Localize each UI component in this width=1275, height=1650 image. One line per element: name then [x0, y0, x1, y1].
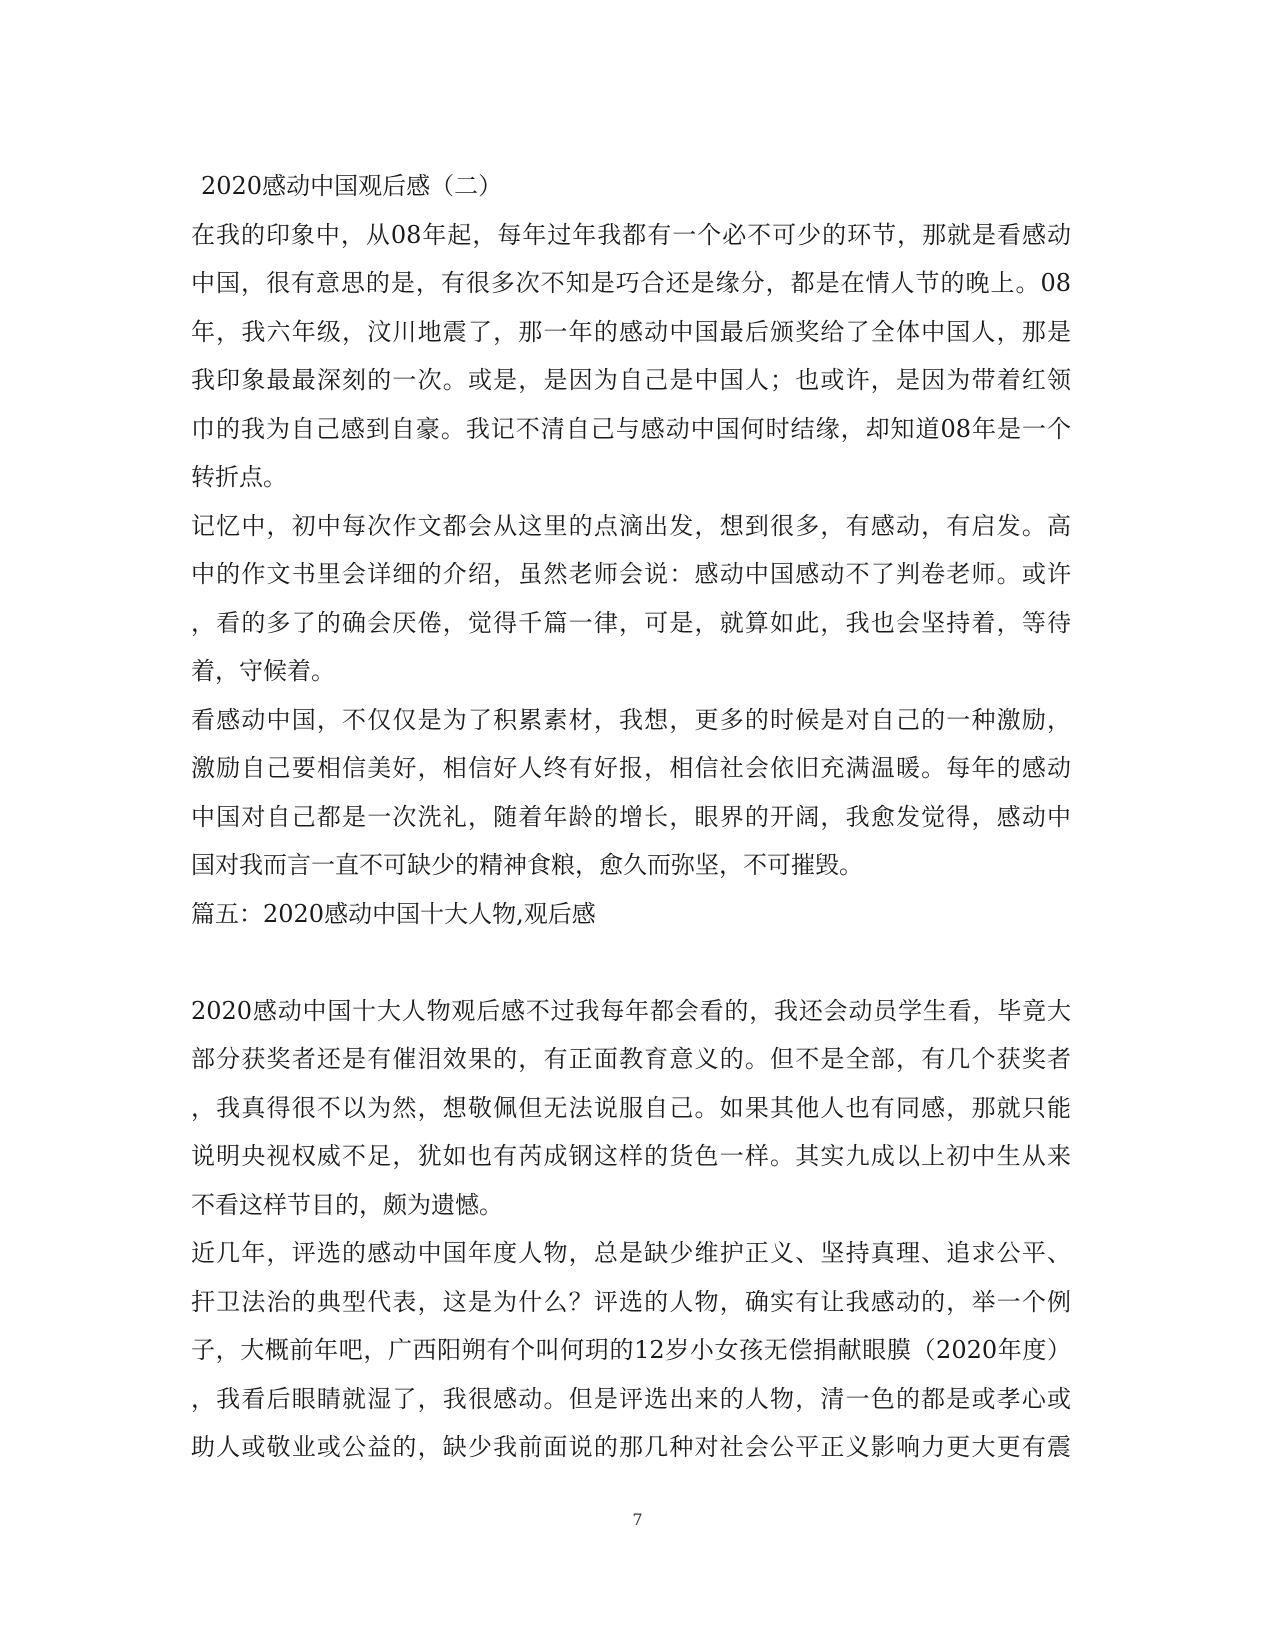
text-line: ，看的多了的确会厌倦，觉得千篇一律，可是，就算如此，我也会坚持着，等待: [191, 608, 1071, 637]
text-line: 不看这样节目的，颇为遗憾。: [191, 1190, 503, 1219]
text-line: 我印象最最深刻的一次。或是，是因为自己是中国人；也或许，是因为带着红领: [191, 366, 1071, 394]
text-line: 2020感动中国十大人物观后感不过我每年都会看的，我还会动员学生看，毕竟大: [191, 996, 1071, 1025]
text-line: 国对我而言一直不可缺少的精神食粮，愈久而弥坚，不可摧毁。: [191, 851, 863, 879]
text-line: 部分获奖者还是有催泪效果的，有正面教育意义的。但不是全部，有几个获奖者: [191, 1045, 1071, 1073]
page-number: 7: [632, 1510, 643, 1529]
text-line: 子，大概前年吧，广西阳朔有个叫何玥的12岁小女孩无偿捐献眼膜（2020年度）: [191, 1336, 1071, 1364]
text-line: 扞卫法治的典型代表，这是为什么？评选的人物，确实有让我感动的，举一个例: [191, 1287, 1071, 1316]
text-line: 激励自己要相信美好，相信好人终有好报，相信社会依旧充满温暖。每年的感动: [191, 754, 1071, 782]
text-line: 说明央视权威不足，犹如也有芮成钢这样的货色一样。其实九成以上初中生从来: [191, 1142, 1071, 1170]
text-line: 巾的我为自己感到自豪。我记不清自己与感动中国何时结缘，却知道08年是一个: [191, 414, 1071, 443]
text-line: 助人或敬业或公益的，缺少我前面说的那几种对社会公平正义影响力更大更有震: [191, 1433, 1071, 1461]
section-heading: 篇五：2020感动中国十大人物,观后感: [191, 899, 596, 928]
section-heading: 2020感动中国观后感（二）: [201, 172, 503, 200]
blank-line: [191, 938, 1071, 987]
text-line: ，我看后眼睛就湿了，我很感动。但是评选出来的人物，清一色的都是或孝心或: [191, 1384, 1071, 1413]
text-line: 年，我六年级，汶川地震了，那一年的感动中国最后颁奖给了全体中国人，那是: [191, 317, 1071, 346]
text-line: 在我的印象中，从08年起，每年过年我都有一个必不可少的环节，那就是看感动: [191, 220, 1071, 249]
text-line: ，我真得很不以为然，想敬佩但无法说服自己。如果其他人也有同感，那就只能: [191, 1093, 1071, 1122]
text-line: 转折点。: [191, 463, 287, 491]
text-line: 中的作文书里会详细的介绍，虽然老师会说：感动中国感动不了判卷老师。或许: [191, 560, 1071, 588]
text-line: 看感动中国，不仅仅是为了积累素材，我想，更多的时候是对自己的一种激励，: [191, 705, 1071, 734]
text-line: 近几年，评选的感动中国年度人物，总是缺少维护正义、坚持真理、追求公平、: [191, 1239, 1071, 1267]
text-line: 中国，很有意思的是，有很多次不知是巧合还是缘分，都是在情人节的晚上。08: [191, 269, 1071, 297]
document-body: [191, 162, 1071, 1472]
text-line: 记忆中，初中每次作文都会从这里的点滴出发，想到很多，有感动，有启发。高: [191, 511, 1071, 540]
text-line: 中国对自己都是一次洗礼，随着年龄的增长，眼界的开阔，我愈发觉得，感动中: [191, 802, 1071, 831]
text-line: 着，守候着。: [191, 657, 335, 685]
